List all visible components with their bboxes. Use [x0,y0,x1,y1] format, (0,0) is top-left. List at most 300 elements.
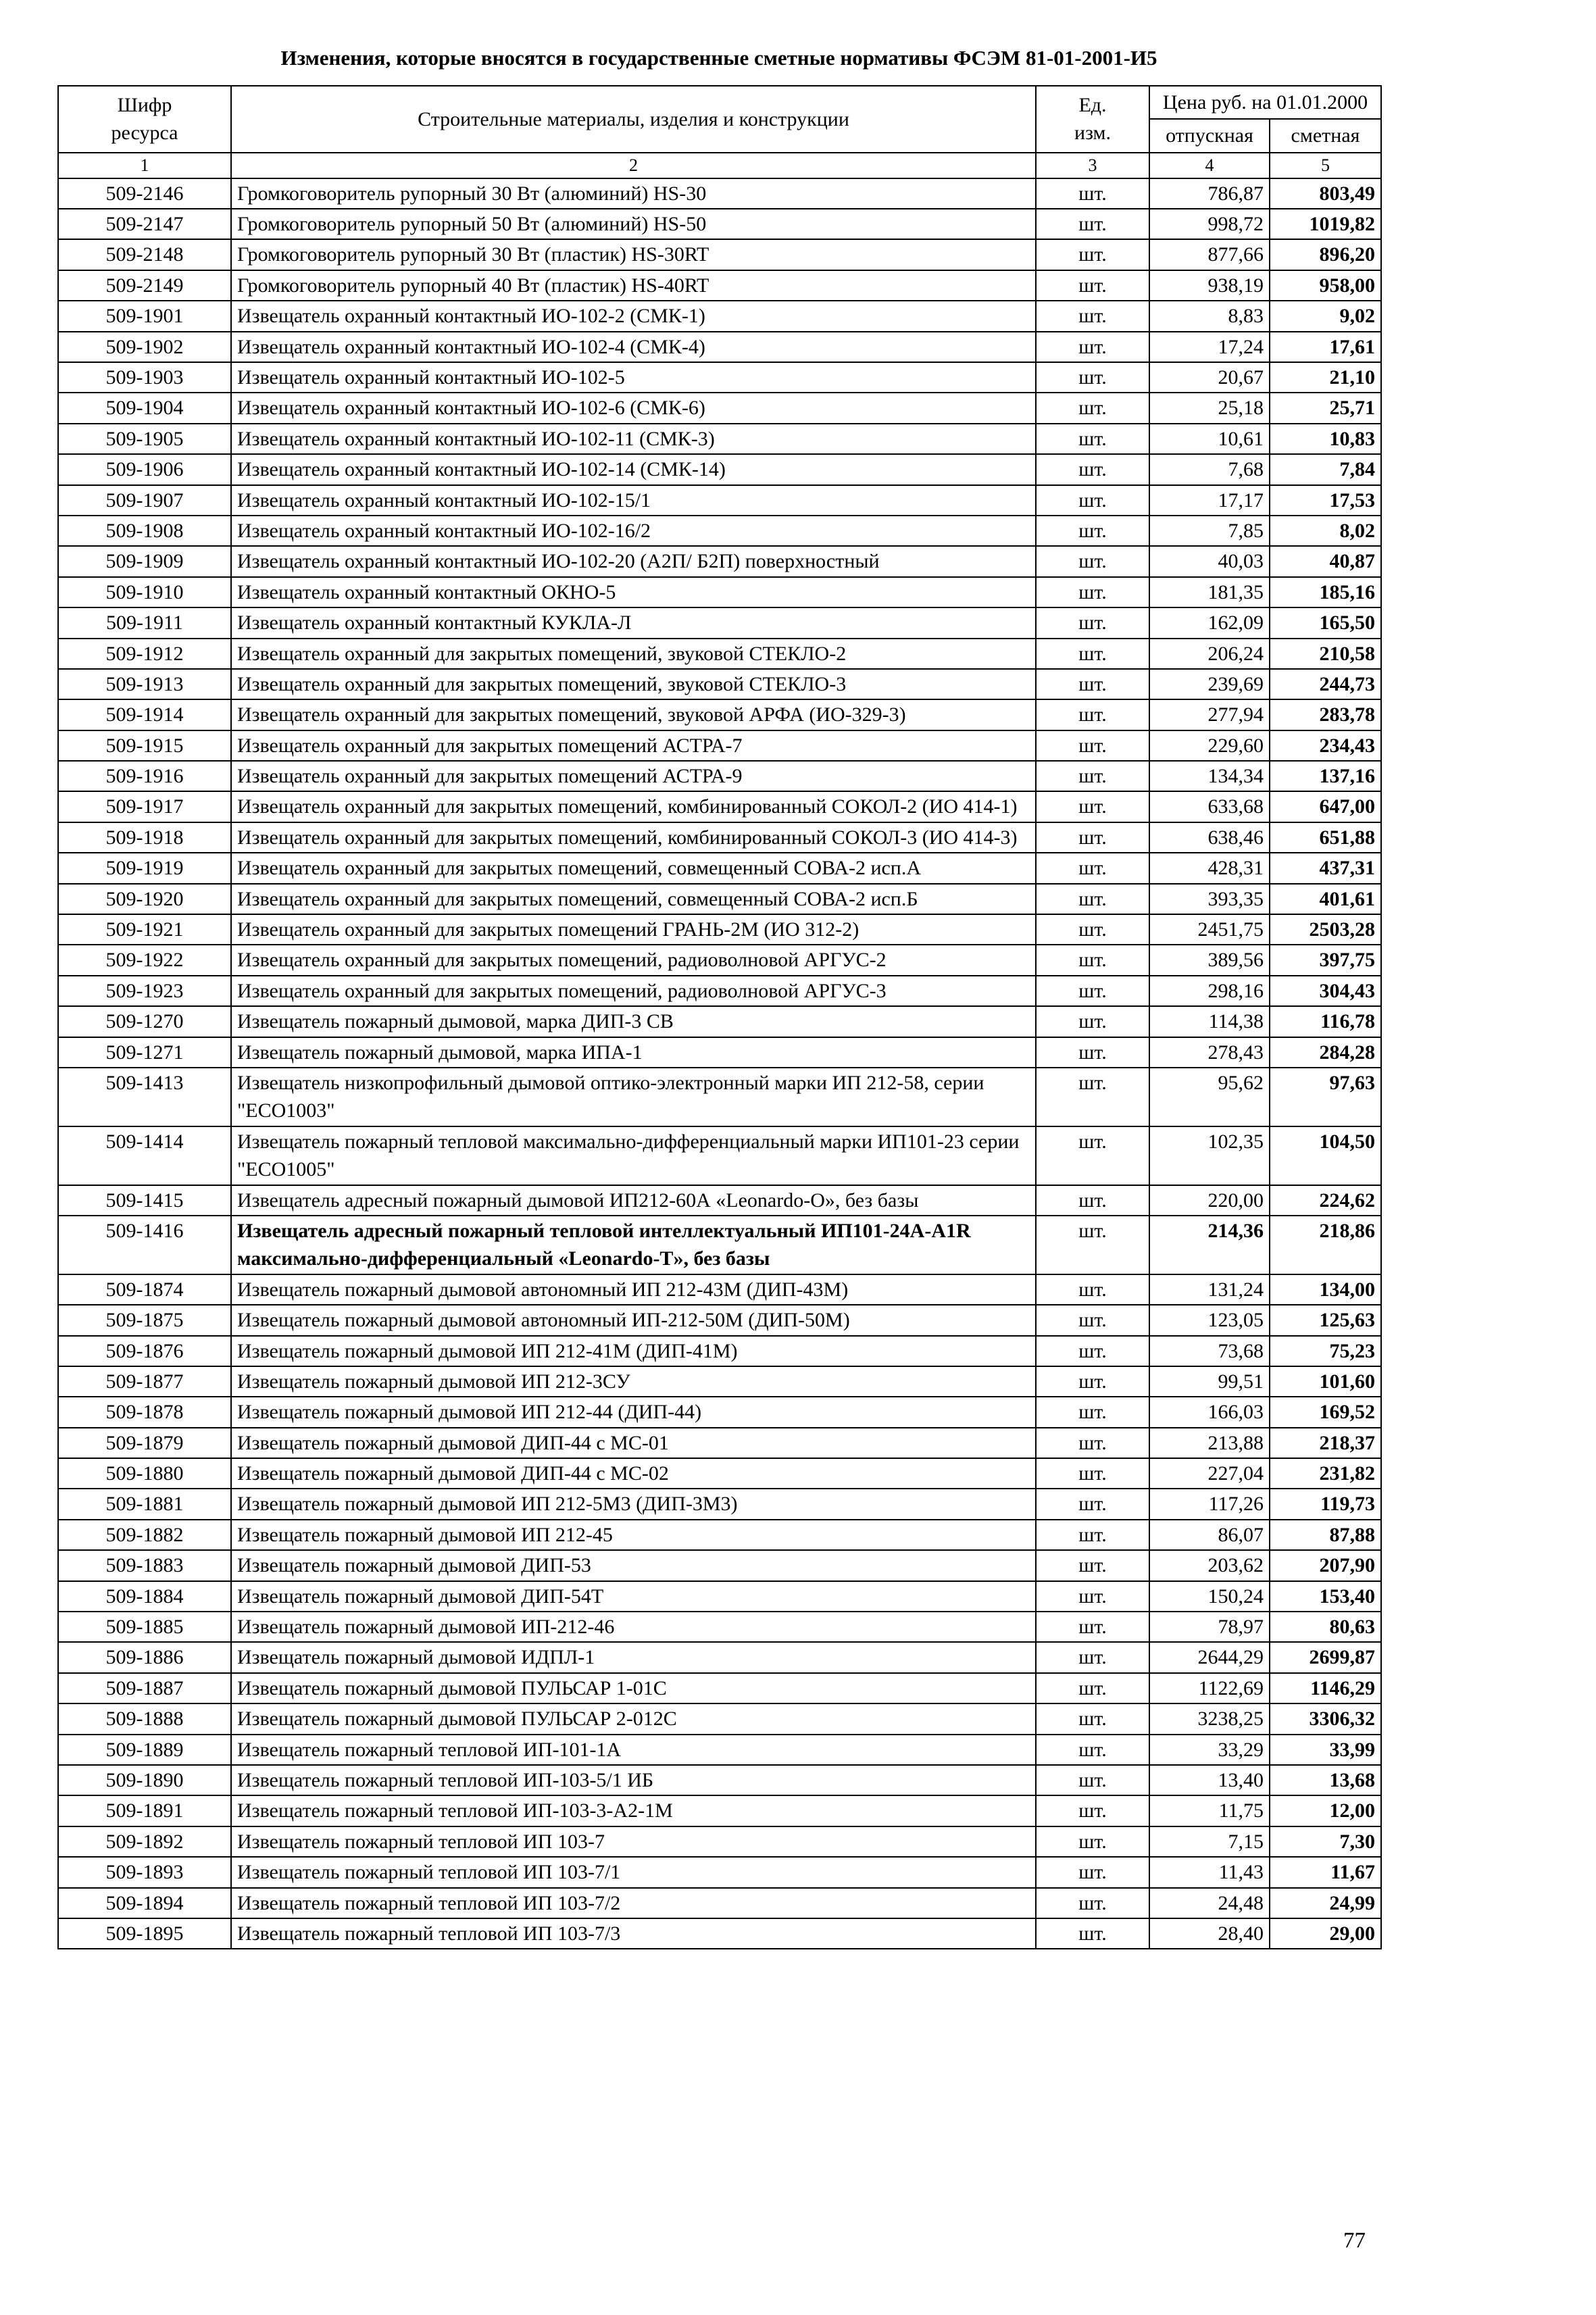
row-code: 509-1894 [58,1888,231,1918]
row-price-smetnaya: 104,50 [1270,1126,1381,1185]
header-row-column-numbers [58,153,1381,178]
row-price-otpusknaya: 10,61 [1149,424,1270,454]
row-code: 509-1905 [58,424,231,454]
row-price-smetnaya: 2503,28 [1270,914,1381,945]
row-unit: шт. [1036,485,1149,516]
row-price-otpusknaya: 213,88 [1149,1428,1270,1458]
row-unit: шт. [1036,1458,1149,1489]
table-row [58,669,1381,699]
row-unit: шт. [1036,945,1149,975]
row-price-smetnaya: 101,60 [1270,1366,1381,1397]
column-number-2: 2 [231,153,1036,178]
table-row [58,1581,1381,1612]
row-price-smetnaya: 1146,29 [1270,1673,1381,1703]
row-price-otpusknaya: 99,51 [1149,1366,1270,1397]
row-unit: шт. [1036,699,1149,730]
row-material-name: Извещатель пожарный тепловой ИП 103-7/2 [231,1888,1036,1918]
row-price-otpusknaya: 95,62 [1149,1068,1270,1126]
row-price-otpusknaya: 24,48 [1149,1888,1270,1918]
table-row [58,1458,1381,1489]
row-price-smetnaya: 24,99 [1270,1888,1381,1918]
table-row [58,1305,1381,1335]
header-price-otpusknaya: отпускная [1149,119,1270,152]
row-price-smetnaya: 304,43 [1270,976,1381,1006]
row-code: 509-1906 [58,454,231,484]
row-unit: шт. [1036,1006,1149,1037]
row-material-name: Извещатель охранный контактный ИО-102-2 (СМК-1) [231,301,1036,331]
row-price-smetnaya: 7,84 [1270,454,1381,484]
row-price-smetnaya: 207,90 [1270,1550,1381,1580]
row-code: 509-1921 [58,914,231,945]
price-table [57,85,1382,1949]
table-row [58,546,1381,576]
row-code: 509-1889 [58,1735,231,1765]
row-material-name: Извещатель охранный для закрытых помещений, звуковой СТЕКЛО-2 [231,639,1036,669]
table-row [58,209,1381,239]
row-material-name: Извещатель адресный пожарный тепловой интеллектуальный ИП101-24А-A1R максимально-дифференциальный «Leonardo-T», без базы [231,1216,1036,1274]
table-row [58,945,1381,975]
table-row [58,1216,1381,1274]
row-price-otpusknaya: 220,00 [1149,1185,1270,1216]
row-material-name: Извещатель охранный для закрытых помещений, комбинированный СОКОЛ-3 (ИО 414-3) [231,822,1036,853]
row-code: 509-1893 [58,1857,231,1887]
row-price-otpusknaya: 877,66 [1149,239,1270,270]
row-unit: шт. [1036,454,1149,484]
row-material-name: Извещатель пожарный дымовой ИП 212-44 (ДИП-44) [231,1397,1036,1427]
row-price-smetnaya: 137,16 [1270,761,1381,791]
page-content [57,46,1380,1949]
row-price-otpusknaya: 1122,69 [1149,1673,1270,1703]
row-material-name: Громкоговоритель рупорный 30 Вт (пластик) HS-30RT [231,239,1036,270]
row-material-name: Извещатель пожарный дымовой ИП 212-5М3 (ДИП-3М3) [231,1489,1036,1519]
row-price-otpusknaya: 73,68 [1149,1336,1270,1366]
table-row [58,1520,1381,1550]
row-material-name: Извещатель пожарный дымовой ДИП-44 с МС-01 [231,1428,1036,1458]
column-number-4: 4 [1149,153,1270,178]
row-material-name: Извещатель охранный контактный ИО-102-16/2 [231,516,1036,546]
row-material-name: Извещатель пожарный дымовой ИП-212-46 [231,1612,1036,1642]
row-price-smetnaya: 75,23 [1270,1336,1381,1366]
row-code: 509-1882 [58,1520,231,1550]
row-unit: шт. [1036,1185,1149,1216]
row-price-otpusknaya: 17,24 [1149,332,1270,362]
row-price-otpusknaya: 206,24 [1149,639,1270,669]
row-price-smetnaya: 958,00 [1270,270,1381,301]
row-price-smetnaya: 21,10 [1270,362,1381,393]
table-row [58,1366,1381,1397]
row-price-smetnaya: 10,83 [1270,424,1381,454]
row-price-smetnaya: 165,50 [1270,607,1381,638]
row-price-smetnaya: 33,99 [1270,1735,1381,1765]
row-price-smetnaya: 218,37 [1270,1428,1381,1458]
row-code: 509-1888 [58,1703,231,1734]
row-price-smetnaya: 97,63 [1270,1068,1381,1126]
row-material-name: Громкоговоритель рупорный 50 Вт (алюминий) HS-50 [231,209,1036,239]
table-row [58,270,1381,301]
row-material-name: Извещатель пожарный тепловой ИП 103-7/1 [231,1857,1036,1887]
row-unit: шт. [1036,1703,1149,1734]
row-material-name: Извещатель охранный для закрытых помещений ГРАНЬ-2М (ИО 312-2) [231,914,1036,945]
row-price-otpusknaya: 203,62 [1149,1550,1270,1580]
row-price-smetnaya: 437,31 [1270,853,1381,883]
row-price-otpusknaya: 78,97 [1149,1612,1270,1642]
row-price-otpusknaya: 3238,25 [1149,1703,1270,1734]
row-material-name: Извещатель пожарный тепловой ИП 103-7 [231,1826,1036,1857]
row-price-otpusknaya: 25,18 [1149,393,1270,423]
row-code: 509-1919 [58,853,231,883]
table-row [58,1642,1381,1672]
table-row [58,1397,1381,1427]
row-code: 509-1911 [58,607,231,638]
row-price-otpusknaya: 278,43 [1149,1037,1270,1068]
row-price-smetnaya: 3306,32 [1270,1703,1381,1734]
row-unit: шт. [1036,1520,1149,1550]
table-row [58,1735,1381,1765]
row-unit: шт. [1036,239,1149,270]
table-row [58,1826,1381,1857]
row-unit: шт. [1036,1366,1149,1397]
row-price-smetnaya: 803,49 [1270,178,1381,209]
row-unit: шт. [1036,1765,1149,1795]
row-price-smetnaya: 17,53 [1270,485,1381,516]
row-price-otpusknaya: 239,69 [1149,669,1270,699]
row-price-smetnaya: 896,20 [1270,239,1381,270]
row-material-name: Извещатель охранный для закрытых помещений АСТРА-9 [231,761,1036,791]
row-code: 509-1916 [58,761,231,791]
row-price-smetnaya: 134,00 [1270,1274,1381,1305]
row-material-name: Извещатель пожарный дымовой ПУЛЬСАР 2-012С [231,1703,1036,1734]
row-price-smetnaya: 401,61 [1270,884,1381,914]
row-code: 509-1895 [58,1918,231,1949]
row-unit: шт. [1036,1305,1149,1335]
row-unit: шт. [1036,822,1149,853]
row-unit: шт. [1036,577,1149,607]
row-unit: шт. [1036,393,1149,423]
row-code: 509-1876 [58,1336,231,1366]
row-price-smetnaya: 125,63 [1270,1305,1381,1335]
table-row [58,1765,1381,1795]
row-code: 509-1917 [58,791,231,822]
row-price-otpusknaya: 40,03 [1149,546,1270,576]
header-code-label: Шифр ресурса [111,94,178,145]
row-unit: шт. [1036,178,1149,209]
header-code [58,86,231,153]
row-code: 509-1890 [58,1765,231,1795]
table-row [58,761,1381,791]
row-price-otpusknaya: 633,68 [1149,791,1270,822]
row-price-smetnaya: 224,62 [1270,1185,1381,1216]
table-row [58,822,1381,853]
row-material-name: Извещатель охранный для закрытых помещений, совмещенный СОВА-2 исп.А [231,853,1036,883]
table-row [58,424,1381,454]
row-material-name: Извещатель пожарный тепловой ИП-101-1А [231,1735,1036,1765]
row-code: 509-1878 [58,1397,231,1427]
table-row [58,239,1381,270]
row-price-otpusknaya: 298,16 [1149,976,1270,1006]
row-price-otpusknaya: 7,68 [1149,454,1270,484]
row-code: 509-1909 [58,546,231,576]
row-price-smetnaya: 1019,82 [1270,209,1381,239]
row-code: 509-2149 [58,270,231,301]
row-code: 509-1922 [58,945,231,975]
table-row [58,639,1381,669]
table-row [58,1428,1381,1458]
row-material-name: Извещатель охранный для закрытых помещений, звуковой СТЕКЛО-3 [231,669,1036,699]
row-material-name: Извещатель пожарный дымовой ИП 212-45 [231,1520,1036,1550]
row-unit: шт. [1036,1612,1149,1642]
row-unit: шт. [1036,1489,1149,1519]
row-unit: шт. [1036,1642,1149,1672]
table-row [58,607,1381,638]
row-unit: шт. [1036,516,1149,546]
row-price-smetnaya: 87,88 [1270,1520,1381,1550]
row-price-otpusknaya: 7,85 [1149,516,1270,546]
row-code: 509-1908 [58,516,231,546]
row-code: 509-2147 [58,209,231,239]
row-unit: шт. [1036,976,1149,1006]
row-unit: шт. [1036,1826,1149,1857]
table-row [58,1612,1381,1642]
row-material-name: Извещатель охранный контактный ИО-102-20 (А2П/ Б2П) поверхностный [231,546,1036,576]
row-unit: шт. [1036,1397,1149,1427]
row-material-name: Извещатель охранный для закрытых помещений, радиоволновой АРГУС-3 [231,976,1036,1006]
row-material-name: Извещатель охранный для закрытых помещений, звуковой АРФА (ИО-329-3) [231,699,1036,730]
row-code: 509-1415 [58,1185,231,1216]
table-row [58,914,1381,945]
row-price-otpusknaya: 389,56 [1149,945,1270,975]
row-price-smetnaya: 153,40 [1270,1581,1381,1612]
row-price-otpusknaya: 102,35 [1149,1126,1270,1185]
table-row [58,699,1381,730]
row-code: 509-1913 [58,669,231,699]
row-material-name: Извещатель пожарный дымовой автономный ИП-212-50М (ДИП-50М) [231,1305,1036,1335]
table-row [58,884,1381,914]
row-price-otpusknaya: 114,38 [1149,1006,1270,1037]
table-row [58,178,1381,209]
table-row [58,516,1381,546]
row-price-smetnaya: 119,73 [1270,1489,1381,1519]
row-unit: шт. [1036,1581,1149,1612]
row-price-smetnaya: 80,63 [1270,1612,1381,1642]
column-number-3: 3 [1036,153,1149,178]
row-unit: шт. [1036,761,1149,791]
row-price-otpusknaya: 11,43 [1149,1857,1270,1887]
row-material-name: Извещатель пожарный дымовой ИДПЛ-1 [231,1642,1036,1672]
row-price-smetnaya: 13,68 [1270,1765,1381,1795]
row-code: 509-1270 [58,1006,231,1037]
row-price-otpusknaya: 227,04 [1149,1458,1270,1489]
column-number-5: 5 [1270,153,1381,178]
row-price-otpusknaya: 166,03 [1149,1397,1270,1427]
row-unit: шт. [1036,1068,1149,1126]
table-row [58,1857,1381,1887]
table-row [58,393,1381,423]
row-material-name: Извещатель охранный контактный КУКЛА-Л [231,607,1036,638]
row-price-otpusknaya: 134,34 [1149,761,1270,791]
row-code: 509-1918 [58,822,231,853]
row-price-smetnaya: 25,71 [1270,393,1381,423]
row-code: 509-1875 [58,1305,231,1335]
row-price-otpusknaya: 277,94 [1149,699,1270,730]
row-unit: шт. [1036,270,1149,301]
row-unit: шт. [1036,1857,1149,1887]
row-price-smetnaya: 29,00 [1270,1918,1381,1949]
row-unit: шт. [1036,1274,1149,1305]
row-price-smetnaya: 284,28 [1270,1037,1381,1068]
row-code: 509-1414 [58,1126,231,1185]
row-price-smetnaya: 651,88 [1270,822,1381,853]
row-code: 509-1887 [58,1673,231,1703]
row-unit: шт. [1036,362,1149,393]
row-price-smetnaya: 17,61 [1270,332,1381,362]
row-unit: шт. [1036,424,1149,454]
row-code: 509-1903 [58,362,231,393]
row-price-otpusknaya: 7,15 [1149,1826,1270,1857]
header-unit-label: Ед. изм. [1074,94,1111,145]
row-material-name: Извещатель низкопрофильный дымовой оптико-электронный марки ИП 212-58, серии "ECO1003" [231,1068,1036,1126]
row-code: 509-2148 [58,239,231,270]
row-price-otpusknaya: 393,35 [1149,884,1270,914]
row-unit: шт. [1036,301,1149,331]
row-price-otpusknaya: 214,36 [1149,1216,1270,1274]
row-material-name: Извещатель пожарный дымовой, марка ДИП-3 СВ [231,1006,1036,1037]
table-row [58,1274,1381,1305]
table-row [58,577,1381,607]
header-row-main [58,86,1381,119]
row-unit: шт. [1036,1216,1149,1274]
table-row [58,332,1381,362]
row-material-name: Извещатель пожарный дымовой автономный ИП 212-43М (ДИП-43М) [231,1274,1036,1305]
table-row [58,362,1381,393]
row-material-name: Извещатель охранный контактный ИО-102-6 (СМК-6) [231,393,1036,423]
table-row [58,485,1381,516]
row-unit: шт. [1036,1336,1149,1366]
table-row [58,730,1381,761]
row-price-otpusknaya: 17,17 [1149,485,1270,516]
row-unit: шт. [1036,209,1149,239]
row-price-otpusknaya: 2451,75 [1149,914,1270,945]
row-price-otpusknaya: 13,40 [1149,1765,1270,1795]
row-code: 509-1891 [58,1795,231,1826]
table-row [58,1068,1381,1126]
table-row [58,976,1381,1006]
row-material-name: Извещатель охранный контактный ИО-102-4 (СМК-4) [231,332,1036,362]
row-material-name: Извещатель пожарный дымовой ДИП-44 с МС-02 [231,1458,1036,1489]
row-material-name: Извещатель пожарный дымовой ИП 212-41М (ДИП-41М) [231,1336,1036,1366]
row-code: 509-1901 [58,301,231,331]
row-unit: шт. [1036,607,1149,638]
table-row [58,1550,1381,1580]
row-price-otpusknaya: 938,19 [1149,270,1270,301]
row-unit: шт. [1036,791,1149,822]
row-price-smetnaya: 210,58 [1270,639,1381,669]
table-row [58,454,1381,484]
row-code: 509-1914 [58,699,231,730]
row-price-smetnaya: 12,00 [1270,1795,1381,1826]
row-unit: шт. [1036,1918,1149,1949]
row-price-smetnaya: 11,67 [1270,1857,1381,1887]
row-price-otpusknaya: 123,05 [1149,1305,1270,1335]
table-row [58,1336,1381,1366]
row-price-smetnaya: 9,02 [1270,301,1381,331]
row-code: 509-1923 [58,976,231,1006]
row-code: 509-1416 [58,1216,231,1274]
row-material-name: Извещатель пожарный тепловой ИП 103-7/3 [231,1918,1036,1949]
row-price-smetnaya: 185,16 [1270,577,1381,607]
row-code: 509-1885 [58,1612,231,1642]
table-row [58,1918,1381,1949]
row-price-otpusknaya: 11,75 [1149,1795,1270,1826]
row-material-name: Извещатель охранный для закрытых помещений АСТРА-7 [231,730,1036,761]
row-price-smetnaya: 218,86 [1270,1216,1381,1274]
table-row [58,1703,1381,1734]
row-price-otpusknaya: 638,46 [1149,822,1270,853]
row-unit: шт. [1036,546,1149,576]
row-unit: шт. [1036,914,1149,945]
row-code: 509-1907 [58,485,231,516]
row-material-name: Извещатель охранный контактный ИО-102-15/1 [231,485,1036,516]
row-code: 509-1271 [58,1037,231,1068]
row-material-name: Извещатель пожарный дымовой ПУЛЬСАР 1-01С [231,1673,1036,1703]
row-price-otpusknaya: 117,26 [1149,1489,1270,1519]
row-unit: шт. [1036,1735,1149,1765]
row-material-name: Извещатель охранный контактный ИО-102-5 [231,362,1036,393]
row-material-name: Извещатель пожарный тепловой ИП-103-3-А2-1М [231,1795,1036,1826]
row-unit: шт. [1036,1428,1149,1458]
row-material-name: Извещатель адресный пожарный дымовой ИП212-60А «Leonardo-O», без базы [231,1185,1036,1216]
row-material-name: Извещатель пожарный тепловой ИП-103-5/1 ИБ [231,1765,1036,1795]
row-unit: шт. [1036,1888,1149,1918]
row-material-name: Извещатель пожарный дымовой ИП 212-3СУ [231,1366,1036,1397]
row-unit: шт. [1036,730,1149,761]
row-code: 509-2146 [58,178,231,209]
row-code: 509-1910 [58,577,231,607]
row-unit: шт. [1036,669,1149,699]
row-price-smetnaya: 169,52 [1270,1397,1381,1427]
row-code: 509-1874 [58,1274,231,1305]
row-price-smetnaya: 231,82 [1270,1458,1381,1489]
row-code: 509-1902 [58,332,231,362]
row-material-name: Извещатель охранный для закрытых помещений, комбинированный СОКОЛ-2 (ИО 414-1) [231,791,1036,822]
row-code: 509-1915 [58,730,231,761]
row-code: 509-1879 [58,1428,231,1458]
row-code: 509-1892 [58,1826,231,1857]
row-code: 509-1912 [58,639,231,669]
row-code: 509-1883 [58,1550,231,1580]
row-unit: шт. [1036,1550,1149,1580]
row-code: 509-1886 [58,1642,231,1672]
row-price-otpusknaya: 181,35 [1149,577,1270,607]
row-material-name: Громкоговоритель рупорный 40 Вт (пластик) HS-40RT [231,270,1036,301]
row-material-name: Громкоговоритель рупорный 30 Вт (алюминий) HS-30 [231,178,1036,209]
row-code: 509-1904 [58,393,231,423]
row-code: 509-1880 [58,1458,231,1489]
row-price-smetnaya: 2699,87 [1270,1642,1381,1672]
row-unit: шт. [1036,853,1149,883]
row-code: 509-1877 [58,1366,231,1397]
row-price-smetnaya: 234,43 [1270,730,1381,761]
row-material-name: Извещатель пожарный дымовой ДИП-53 [231,1550,1036,1580]
row-code: 509-1920 [58,884,231,914]
row-material-name: Извещатель охранный контактный ИО-102-14 (СМК-14) [231,454,1036,484]
row-code: 509-1413 [58,1068,231,1126]
row-unit: шт. [1036,639,1149,669]
table-row [58,1673,1381,1703]
table-row [58,853,1381,883]
row-material-name: Извещатель пожарный тепловой максимально-дифференциальный марки ИП101-23 серии "ECO1005" [231,1126,1036,1185]
row-material-name: Извещатель охранный для закрытых помещений, радиоволновой АРГУС-2 [231,945,1036,975]
header-name: Строительные материалы, изделия и конструкции [231,86,1036,153]
